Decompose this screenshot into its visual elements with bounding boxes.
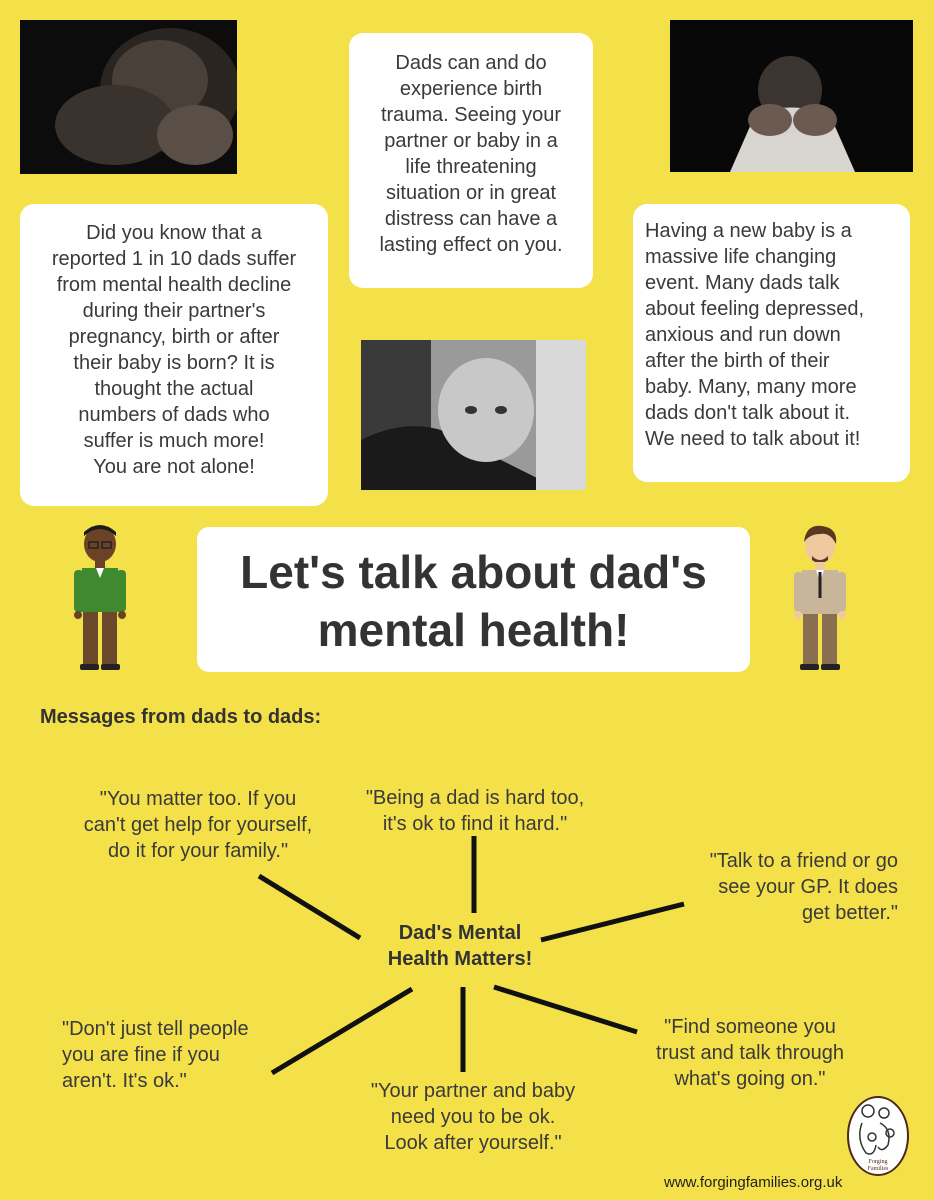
trauma-line: lasting effect on you. [379, 234, 563, 256]
message-line: need you to be ok. [390, 1106, 556, 1128]
statistic-line: You are not alone! [93, 456, 255, 478]
message-line: what's going on." [674, 1068, 826, 1090]
photo-dad-holding-baby [361, 340, 586, 490]
message-partner-and-baby [350, 1078, 596, 1156]
logo-text-line: Families [867, 1166, 889, 1172]
new-baby-line: anxious and run down [645, 324, 841, 346]
message-line: "You matter too. If you [99, 788, 297, 810]
message-line: it's ok to find it hard." [382, 813, 568, 835]
message-line: "Find someone you [664, 1016, 836, 1038]
hub-label [360, 920, 560, 972]
new-baby-line: baby. Many, many more [645, 376, 857, 398]
trauma-line: distress can have a [384, 208, 558, 230]
statistic-card [20, 204, 328, 506]
new-baby-line: after the birth of their [645, 350, 830, 372]
message-line: do it for your family." [107, 840, 289, 862]
message-line: "Talk to a friend or go [709, 850, 898, 872]
trauma-line: partner or baby in a [384, 130, 558, 152]
message-line: "Your partner and baby [370, 1080, 576, 1102]
photo-dad-head-in-hand [20, 20, 237, 174]
trauma-line: life threatening [405, 156, 537, 178]
message-find-someone [632, 1014, 868, 1092]
page-title [197, 527, 750, 672]
new-baby-line: dads don't talk about it. [645, 402, 851, 424]
message-dad-is-hard [362, 785, 588, 837]
statistic-line: from mental health decline [56, 274, 292, 296]
trauma-line: Dads can and do [395, 52, 547, 74]
message-talk-to-friend [660, 848, 898, 926]
dad-figure-green-sweater [70, 522, 130, 672]
statistic-line: during their partner's [82, 300, 266, 322]
new-baby-line: event. Many dads talk [645, 272, 840, 294]
message-line: aren't. It's ok." [62, 1070, 187, 1092]
new-baby-card [633, 204, 910, 482]
new-baby-line: about feeling depressed, [645, 298, 865, 320]
message-you-matter [58, 786, 338, 864]
message-line: see your GP. It does [718, 876, 898, 898]
message-line: Look after yourself." [384, 1132, 562, 1154]
statistic-line: thought the actual [94, 378, 254, 400]
message-dont-say-fine [62, 1016, 276, 1094]
statistic-line: pregnancy, birth or after [68, 326, 280, 348]
statistic-line: reported 1 in 10 dads suffer [51, 248, 297, 270]
message-line: trust and talk through [656, 1042, 844, 1064]
message-line: "Being a dad is hard too, [365, 787, 585, 809]
trauma-line: trauma. Seeing your [380, 104, 562, 126]
hub-line: Health Matters! [387, 948, 533, 970]
dad-figure-suit [792, 522, 848, 672]
message-line: get better." [801, 902, 898, 924]
new-baby-line: We need to talk about it! [645, 428, 861, 450]
title-line-2: mental health! [317, 604, 630, 656]
messages-heading: Messages from dads to dads: [40, 706, 322, 728]
message-line: can't get help for yourself, [83, 814, 313, 836]
statistic-line: suffer is much more! [83, 430, 265, 452]
statistic-line: their baby is born? It is [73, 352, 275, 374]
message-line: "Don't just tell people [62, 1018, 249, 1040]
message-line: you are fine if you [62, 1044, 220, 1066]
forging-families-logo [846, 1095, 910, 1177]
statistic-line: numbers of dads who [78, 404, 270, 426]
photo-dad-sitting-head-down [670, 20, 913, 172]
new-baby-line: massive life changing [645, 246, 837, 268]
trauma-line: situation or in great [385, 182, 557, 204]
logo-text-line: Forging [868, 1159, 888, 1165]
trauma-line: experience birth [399, 78, 543, 100]
birth-trauma-card [349, 33, 593, 288]
website-url[interactable]: www.forgingfamilies.org.uk [664, 1174, 843, 1191]
hub-line: Dad's Mental [398, 922, 522, 944]
new-baby-line: Having a new baby is a [645, 220, 852, 242]
title-line-1: Let's talk about dad's [240, 546, 707, 598]
statistic-line: Did you know that a [86, 222, 262, 244]
